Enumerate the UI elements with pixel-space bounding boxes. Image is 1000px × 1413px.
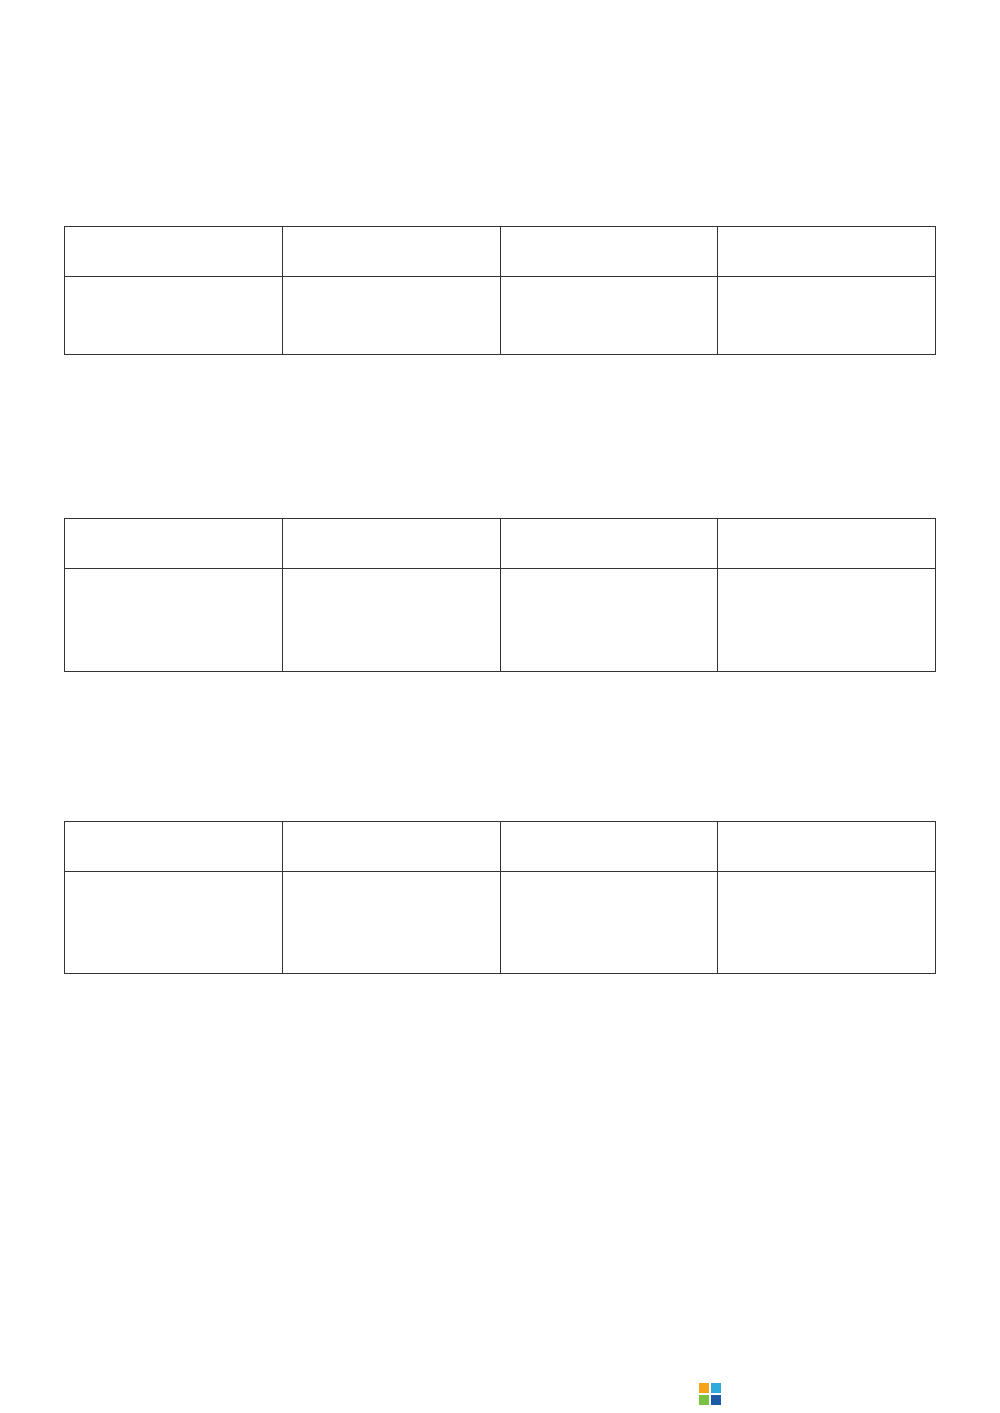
answer-cell-nv[interactable] <box>718 569 936 672</box>
answer-cell-mi[interactable] <box>500 569 718 672</box>
column-ns <box>65 227 283 277</box>
column-md <box>282 519 500 569</box>
border-bottom <box>44 1344 956 1374</box>
column-mi <box>500 822 718 872</box>
answer-cell-nv[interactable] <box>718 872 936 974</box>
answer-cell-md[interactable] <box>282 569 500 672</box>
answer-cell-mi[interactable] <box>500 277 718 355</box>
column-nv <box>718 227 936 277</box>
border-right <box>934 70 954 1344</box>
border-left <box>44 70 64 1344</box>
answer-cell-ns[interactable] <box>65 569 283 672</box>
border-top <box>44 40 956 70</box>
column-md <box>282 822 500 872</box>
column-ns <box>65 822 283 872</box>
answer-cell-nv[interactable] <box>718 277 936 355</box>
column-mi <box>500 519 718 569</box>
column-mi <box>500 227 718 277</box>
answer-table-10 <box>64 821 936 974</box>
column-nv <box>718 519 936 569</box>
column-md <box>282 227 500 277</box>
answer-table-9 <box>64 518 936 672</box>
answer-table-8 <box>64 226 936 355</box>
answer-cell-md[interactable] <box>282 872 500 974</box>
answer-cell-ns[interactable] <box>65 277 283 355</box>
liveworksheets-logo-icon <box>698 1382 722 1406</box>
liveworksheets-brand[interactable] <box>698 1380 726 1408</box>
answer-cell-mi[interactable] <box>500 872 718 974</box>
column-ns <box>65 519 283 569</box>
answer-cell-ns[interactable] <box>65 872 283 974</box>
column-nv <box>718 822 936 872</box>
answer-cell-md[interactable] <box>282 277 500 355</box>
